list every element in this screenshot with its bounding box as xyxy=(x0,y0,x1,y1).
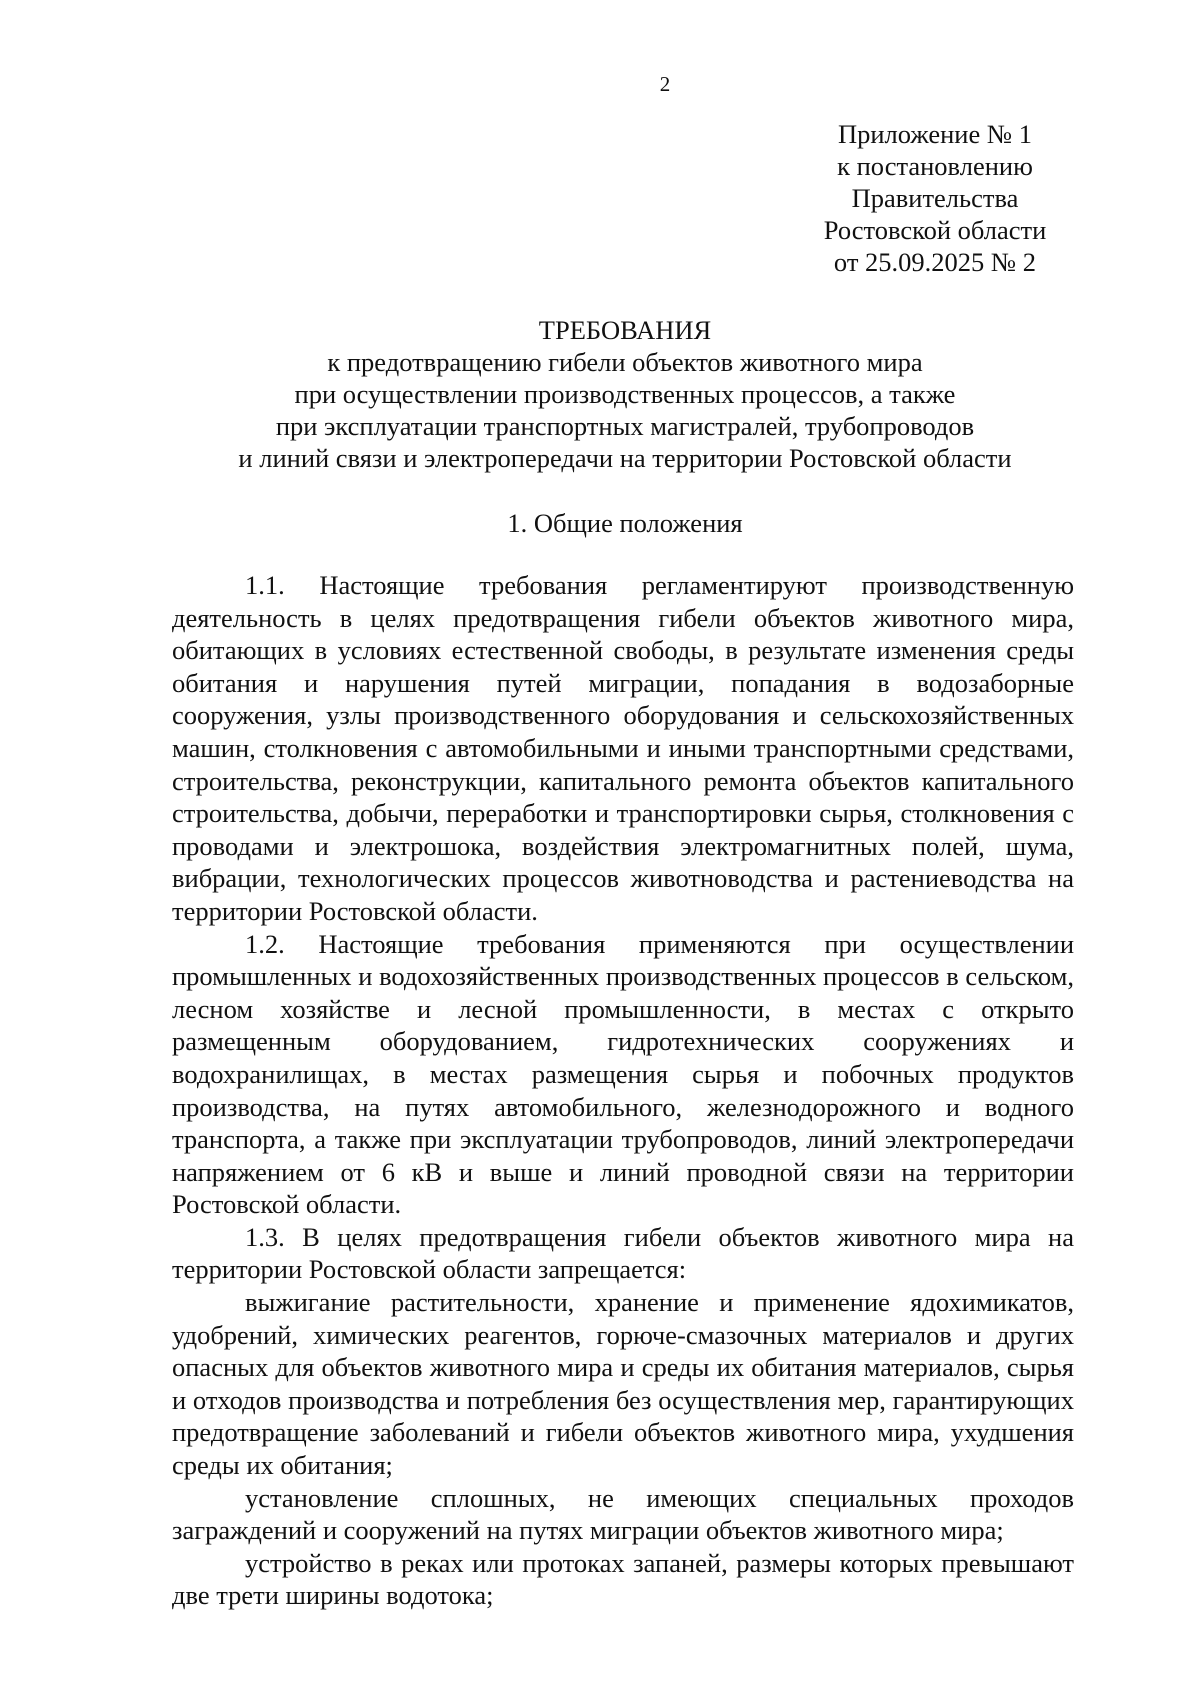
prohibition-item: установление сплошных, не имеющих специальных проходов заграждений и сооружений на путях миграции объектов животного мира; xyxy=(172,1482,1074,1546)
appendix-line: к постановлению xyxy=(837,151,1033,181)
paragraph-1-2: 1.2. Настоящие требования применяются при осуществлении промышленных и водохозяйственных производственных процессов в сельском, лесном хозяйстве и лесной промышленности, в местах с открыто размещенным оборудованием, гидротехнических сооружениях и водохранилищах, в местах размещения сырья и побочных продуктов производства, на путях автомобильного, железнодорожного и водного транспорта, а также при эксплуатации трубопроводов, линий электропередачи напряжением от 6 кВ и выше и линий проводной связи на территории Ростовской области. xyxy=(172,928,1074,1220)
appendix-line: Правительства xyxy=(851,183,1019,213)
section-heading: 1. Общие положения xyxy=(507,508,743,538)
title-subtitle-line: к предотвращению гибели объектов животного мира xyxy=(327,347,923,377)
page-number: 2 xyxy=(659,72,671,96)
paragraph-1-1: 1.1. Настоящие требования регламентируют производственную деятельность в целях предотвращения гибели объектов животного мира, обитающих в условиях естественной свободы, в результате изменения среды обитания и нарушения путей миграции, попадания в водозаборные сооружения, узлы производственного оборудования и сельскохозяйственных машин, столкновения с автомобильными и иными транспортными средствами, строительства, реконструкции, капитального ремонта объектов капитального строительства, добычи, переработки и транспортировки сырья, столкновения с проводами и электрошока, воздействия электромагнитных полей, шума, вибрации, технологических процессов животноводства и растениеводства на территории Ростовской области. xyxy=(172,570,1074,926)
paragraph-1-3: 1.3. В целях предотвращения гибели объектов животного мира на территории Ростовской области запрещается: xyxy=(172,1221,1074,1285)
section-body xyxy=(172,569,1074,1612)
title-heading: ТРЕБОВАНИЯ xyxy=(538,315,712,345)
title-subtitle-line: при эксплуатации транспортных магистралей, трубопроводов xyxy=(275,411,975,441)
prohibition-item: выжигание растительности, хранение и применение ядохимикатов, удобрений, химических реагентов, горюче-смазочных материалов и других опасных для объектов животного мира и среды их обитания материалов, сырья и отходов производства и потребления без осуществления мер, гарантирующих предотвращение заболеваний и гибели объектов животного мира, ухудшения среды их обитания; xyxy=(172,1287,1074,1481)
title-subtitle-line: и линий связи и электропередачи на территории Ростовской области xyxy=(238,443,1012,473)
document-title xyxy=(175,314,1075,474)
appendix-line: Приложение № 1 xyxy=(837,119,1032,149)
appendix-reference xyxy=(810,118,1060,278)
appendix-line: Ростовской области xyxy=(823,215,1047,245)
prohibition-item: устройство в реках или протоках запаней, размеры которых превышают две трети ширины водотока; xyxy=(172,1547,1074,1611)
title-subtitle-line: при осуществлении производственных процессов, а также xyxy=(294,379,956,409)
appendix-line: от 25.09.2025 № 2 xyxy=(833,247,1037,277)
